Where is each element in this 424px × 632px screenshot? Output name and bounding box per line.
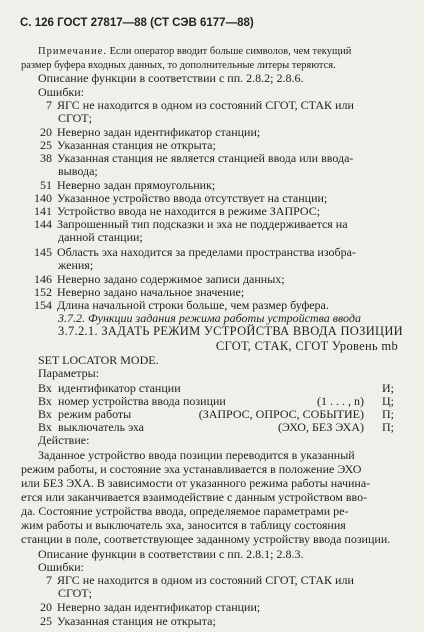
error-code: 25 [40, 614, 52, 628]
error-code: 38 [40, 151, 52, 165]
action-label: Действие: [38, 433, 90, 447]
error-code: 141 [34, 204, 52, 218]
param-name: выключатель эха [58, 420, 144, 434]
param-type: П; [382, 420, 394, 434]
action-line: жим работы и выключатель эха, заносится в таблицу состояния [21, 518, 346, 532]
error-code: 25 [40, 138, 52, 152]
page-header: С. 126 ГОСТ 27817—88 (СТ СЭВ 6177—88) [20, 17, 254, 29]
error-code: 7 [46, 573, 52, 587]
param-dir: Вх [38, 394, 52, 408]
note-label: Примечание. [38, 46, 107, 57]
param-name: номер устройства ввода позиции [58, 394, 226, 408]
error-text-cont: вывода; [58, 164, 98, 178]
param-type: Ц; [382, 394, 394, 408]
param-name: идентификатор станции [58, 381, 181, 395]
function-title-line-2: СГОТ, СТАК, СГОТ Уровень mb [215, 339, 398, 353]
error-text-cont: СГОТ; [58, 111, 92, 125]
param-range: (ЭХО, БЕЗ ЭХА) [277, 420, 364, 434]
error-code: 7 [46, 98, 52, 112]
error-code: 154 [34, 298, 52, 312]
action-line: ется или заканчивается взаимодействие с данным устройством вво- [21, 490, 368, 504]
error-code: 20 [40, 600, 52, 614]
error-code: 20 [40, 125, 52, 139]
error-text-cont: жения; [58, 258, 94, 272]
params-label: Параметры: [38, 366, 100, 380]
error-text-cont: СГОТ; [58, 586, 92, 600]
error-text: Область эха находится за пределами пространства изобра- [57, 245, 356, 259]
error-text: ЯГС не находится в одном из состояний СГОТ, СТАК или [57, 573, 354, 587]
function-title-line-1: 3.7.2.1. ЗАДАТЬ РЕЖИМ УСТРОЙСТВА ВВОДА ПОЗИЦИИ [58, 324, 404, 338]
note-text-1: Если оператор вводит больше символов, чем текущий [109, 46, 352, 57]
section1-errors-label: Ошибки: [38, 85, 85, 99]
error-text: Указанное устройство ввода отсутствует на станции; [57, 191, 328, 205]
param-type: И; [382, 381, 394, 395]
subsection-title: 3.7.2. Функции задания режима работы устройства ввода [58, 311, 361, 325]
error-text: Указанная станция не открыта; [57, 614, 216, 628]
error-code: 140 [34, 191, 52, 205]
action-line: режим работы, и состояние эха устанавливается в положение ЭХО [21, 462, 362, 476]
note-line-1 [38, 45, 351, 58]
param-range: (ЗАПРОС, ОПРОС, СОБЫТИЕ) [198, 407, 364, 421]
error-text-cont: данной станции; [58, 230, 143, 244]
error-text: Указанная станция не открыта; [57, 138, 216, 152]
param-dir: Вх [38, 381, 52, 395]
error-text: Неверно задано начальное значение; [57, 285, 245, 299]
param-type: П; [382, 407, 394, 421]
param-dir: Вх [38, 407, 52, 421]
param-range: (1 . . . , n) [317, 394, 364, 408]
section2-errors-label: Ошибки: [38, 560, 85, 574]
error-text: Неверно задано содержимое записи данных; [57, 272, 285, 286]
action-line: или БЕЗ ЭХА. В зависимости от указанного режима работы начина- [21, 476, 371, 490]
param-name: режим работы [58, 407, 132, 421]
error-code: 146 [34, 272, 52, 286]
action-line: станции в поле, соответствующее заданному устройству ввода позиции. [21, 532, 391, 546]
error-text: Указанная станция не является станцией ввода или ввода- [57, 151, 354, 165]
section2-description: Описание функции в соответствии с пп. 2.8.1; 2.8.3. [38, 547, 304, 561]
error-code: 51 [40, 178, 52, 192]
error-text: Длина начальной строки больше, чем размер буфера. [57, 298, 329, 312]
section1-description: Описание функции в соответствии с пп. 2.8.2; 2.8.6. [38, 71, 304, 85]
error-code: 145 [34, 245, 52, 259]
function-english-name: SET LOCATOR MODE. [38, 353, 159, 367]
error-text: Неверно задан прямоугольник; [57, 178, 216, 192]
action-line: да. Состояние устройства ввода, определяемое параметрами ре- [21, 504, 349, 518]
error-text: ЯГС не находится в одном из состояний СГОТ, СТАК или [57, 98, 354, 112]
error-code: 144 [34, 217, 52, 231]
error-text: Неверно задан идентификатор станции; [57, 125, 261, 139]
error-text: Устройство ввода не находится в режиме ЗАПРОС; [57, 204, 321, 218]
note-line-2: размер буфера входных данных, то дополнительные литеры теряются. [21, 60, 336, 71]
param-dir: Вх [38, 420, 52, 434]
error-text: Неверно задан идентификатор станции; [57, 600, 261, 614]
action-line: Заданное устройство ввода позиции переводится в указанный [38, 448, 355, 462]
error-code: 152 [34, 285, 52, 299]
error-text: Запрошенный тип подсказки и эха не поддерживается на [57, 217, 348, 231]
